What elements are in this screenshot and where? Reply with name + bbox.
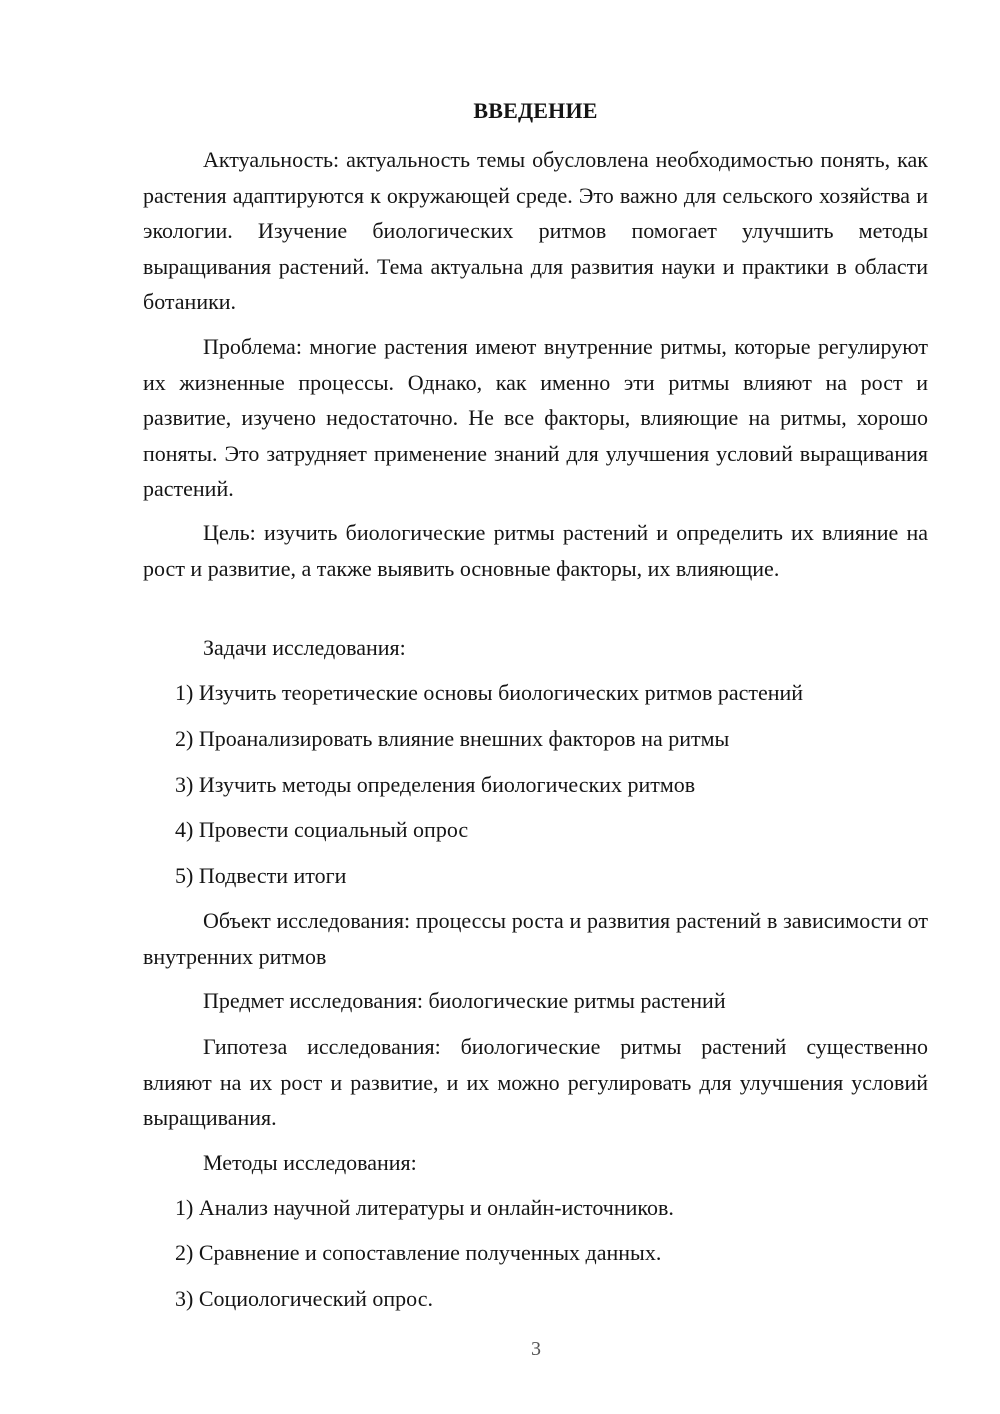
task-item-2: 2) Проанализировать влияние внешних факторов на ритмы (175, 726, 730, 751)
method-item-1: 1) Анализ научной литературы и онлайн-источников. (175, 1195, 674, 1220)
task-item-1: 1) Изучить теоретические основы биологических ритмов растений (175, 680, 804, 705)
task-item-3: 3) Изучить методы определения биологических ритмов (175, 772, 696, 797)
relevance-paragraph: Актуальность: актуальность темы обусловлена необходимостью понять, как растения адаптируются к окружающей среде. Это важно для сельского хозяйства и экологии. Изучение биологических ритмов помогает улучшить методы выращивания растений. Тема актуальна для развития науки и практики в области ботаники. (143, 147, 928, 314)
method-item-2: 2) Сравнение и сопоставление полученных данных. (175, 1240, 662, 1265)
object-paragraph: Объект исследования: процессы роста и развития растений в зависимости от внутренних ритмов (143, 908, 928, 969)
methods-title: Методы исследования: (203, 1150, 417, 1175)
subject-paragraph: Предмет исследования: биологические ритмы растений (203, 988, 726, 1013)
task-item-4: 4) Провести социальный опрос (175, 817, 469, 842)
hypothesis-paragraph: Гипотеза исследования: биологические ритмы растений существенно влияют на их рост и развитие, и их можно регулировать для улучшения условий выращивания. (143, 1034, 928, 1130)
page-title: ВВЕДЕНИЕ (473, 98, 598, 123)
page-number: 3 (531, 1338, 541, 1360)
method-item-3: 3) Социологический опрос. (175, 1286, 433, 1311)
task-item-5: 5) Подвести итоги (175, 863, 347, 888)
problem-paragraph: Проблема: многие растения имеют внутренние ритмы, которые регулируют их жизненные процессы. Однако, как именно эти ритмы влияют на рост и развитие, изучено недостаточно. Не все факторы, влияющие на ритмы, хорошо поняты. Это затрудняет применение знаний для улучшения условий выращивания растений. (143, 334, 928, 501)
tasks-title: Задачи исследования: (203, 635, 406, 660)
goal-paragraph: Цель: изучить биологические ритмы растений и определить их влияние на рост и развитие, а также выявить основные факторы, их влияющие. (143, 520, 928, 581)
